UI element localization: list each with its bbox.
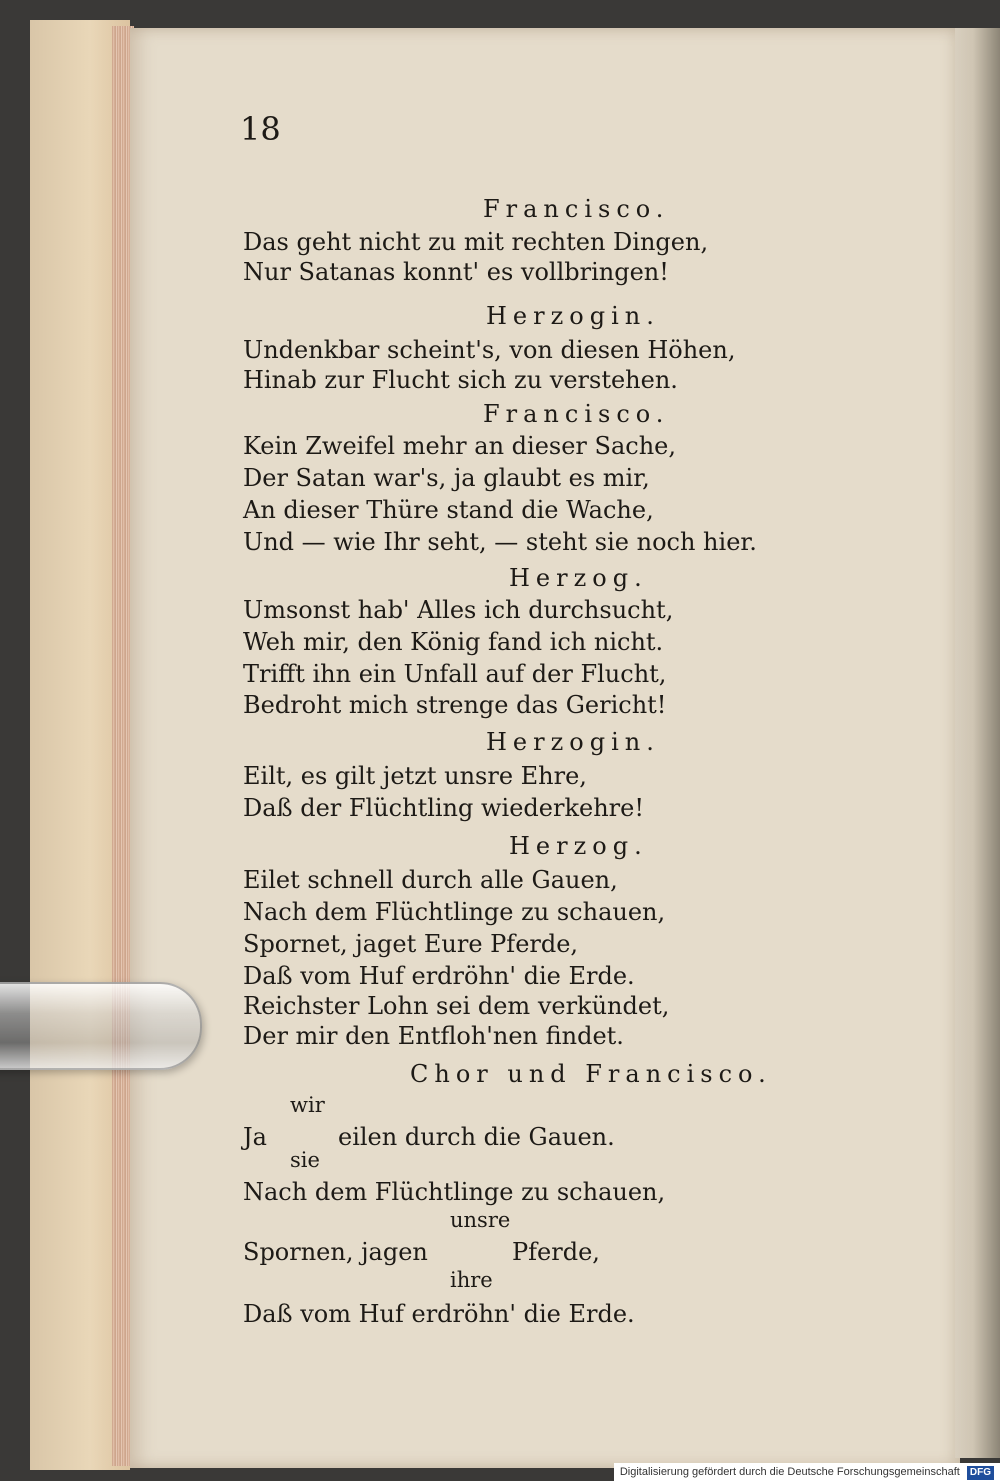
speaker-herzog: Herzog. <box>509 832 648 860</box>
chorus-spornen: Spornen, jagen <box>243 1238 428 1266</box>
verse-line: Eilet schnell durch alle Gauen, <box>243 866 618 894</box>
verse-line: Das geht nicht zu mit rechten Dingen, <box>243 228 709 256</box>
speaker-chor-und-francisco: Chor und Francisco. <box>410 1060 772 1088</box>
verse-line: Der Satan war's, ja glaubt es mir, <box>243 464 650 492</box>
verse-line: Daß vom Huf erdröhn' die Erde. <box>243 962 635 990</box>
verse-line: Daß der Flüchtling wiederkehre! <box>243 794 644 822</box>
verse-line: Nach dem Flüchtlinge zu schauen, <box>243 898 666 926</box>
verse-line: Undenkbar scheint's, von diesen Höhen, <box>243 336 736 364</box>
verse-line: Und — wie Ihr seht, — steht sie noch hier. <box>243 528 757 556</box>
verse-line: Trifft ihn ein Unfall auf der Flucht, <box>243 660 667 688</box>
verse-line: Der mir den Entfloh'nen findet. <box>243 1022 624 1050</box>
verse-line: Bedroht mich strenge das Gericht! <box>243 691 667 719</box>
speaker-francisco: Francisco. <box>483 195 670 223</box>
verse-line: Kein Zweifel mehr an dieser Sache, <box>243 432 676 460</box>
verse-line: An dieser Thüre stand die Wache, <box>243 496 654 524</box>
speaker-herzogin: Herzogin. <box>486 302 660 330</box>
page-number: 18 <box>240 110 281 148</box>
verse-line: Nach dem Flüchtlinge zu schauen, <box>243 1178 666 1206</box>
footer-text: Digitalisierung gefördert durch die Deutsche Forschungsgemeinschaft <box>619 1466 960 1478</box>
verse-line: Umsonst hab' Alles ich durchsucht, <box>243 596 674 624</box>
verse-line: Reichster Lohn sei dem verkündet, <box>243 992 670 1020</box>
verse-line: Eilt, es gilt jetzt unsre Ehre, <box>243 762 587 790</box>
variant-unsre: unsre <box>450 1208 511 1232</box>
next-page-edge <box>955 28 1000 1458</box>
verse-line: Spornet, jaget Eure Pferde, <box>243 930 579 958</box>
chorus-ja: Ja <box>243 1123 267 1151</box>
verse-line: Weh mir, den König fand ich nicht. <box>243 628 664 656</box>
speaker-francisco: Francisco. <box>483 400 670 428</box>
speaker-herzog: Herzog. <box>509 564 648 592</box>
variant-wir: wir <box>290 1093 325 1117</box>
footer-credit <box>614 1463 1000 1481</box>
chorus-eilen: eilen durch die Gauen. <box>338 1123 615 1151</box>
speaker-herzogin: Herzogin. <box>486 728 660 756</box>
variant-ihre: ihre <box>450 1268 493 1292</box>
chorus-pferde: Pferde, <box>512 1238 600 1266</box>
verse-line: Nur Satanas konnt' es vollbringen! <box>243 258 669 286</box>
dfg-logo-icon: DFG <box>967 1466 994 1480</box>
verse-line: Daß vom Huf erdröhn' die Erde. <box>243 1300 635 1328</box>
verse-line: Hinab zur Flucht sich zu verstehen. <box>243 366 678 394</box>
glass-page-weight <box>0 982 202 1070</box>
variant-sie: sie <box>290 1148 320 1172</box>
